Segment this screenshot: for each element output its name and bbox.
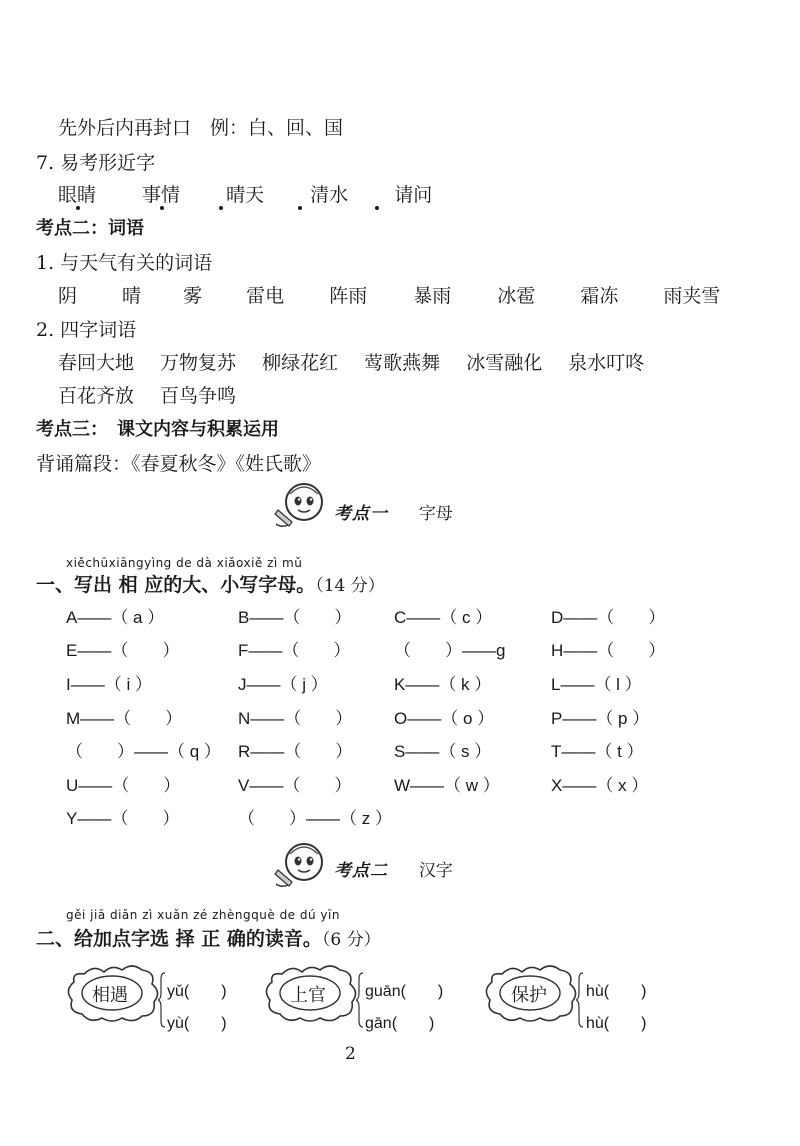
emphasis-dot — [219, 206, 223, 210]
letter-pair[interactable]: I——（ i ） — [66, 675, 152, 694]
emphasis-dot — [375, 206, 379, 210]
brace — [576, 972, 584, 1028]
stroke-rule-line: 先外后内再封口 例：白、回、国 — [58, 117, 344, 139]
letter-pair[interactable]: T——（ t ） — [551, 742, 644, 761]
pinyin-option[interactable]: hù( ) — [586, 983, 647, 1000]
banner-title: 汉字 — [418, 861, 453, 881]
flower-word: 相遇 — [92, 985, 128, 1006]
word: 冰雹 — [497, 285, 536, 307]
item7-title: 7. 易考形近字 — [36, 152, 156, 174]
mascot-icon — [272, 840, 328, 890]
four-char-words-row1 — [58, 348, 644, 375]
word: 晴天 — [226, 184, 265, 206]
banner-tag: 考点二 — [334, 861, 388, 881]
letter-pair[interactable]: E——（ ） — [66, 641, 180, 660]
four-char-words-row2 — [58, 381, 236, 408]
question2-title: 二、给加点字选 择 正 确的读音。（6 分） — [36, 928, 381, 950]
emphasis-dot — [76, 206, 80, 210]
letter-pair[interactable]: （ ）——（ q ） — [66, 742, 221, 761]
word: 万物复苏 — [160, 352, 237, 374]
word: 春回大地 — [58, 352, 135, 374]
word: 眼睛 — [58, 184, 97, 206]
letter-pair[interactable]: V——（ ） — [238, 776, 352, 795]
word: 事情 — [142, 184, 181, 206]
pinyin-option[interactable]: yù( ) — [167, 1015, 227, 1032]
word: 晴 — [122, 285, 142, 307]
emphasis-dot — [160, 206, 164, 210]
page-number: 2 — [345, 1044, 356, 1064]
letter-pair[interactable]: L——（ l ） — [551, 675, 642, 694]
banner-characters — [334, 856, 453, 881]
pinyin-option[interactable]: guān( ) — [365, 983, 444, 1000]
letter-pair[interactable]: X——（ x ） — [551, 776, 649, 795]
mascot-icon — [272, 480, 328, 530]
question1-score: （14 分） — [315, 576, 385, 596]
brace — [158, 972, 166, 1028]
word: 雾 — [183, 285, 203, 307]
word: 雨夹雪 — [663, 285, 721, 307]
word: 百鸟争鸣 — [160, 385, 237, 407]
section3-heading: 考点三： 课文内容与积累运用 — [36, 419, 279, 440]
word: 泉水叮咚 — [568, 352, 645, 374]
question1-title: 一、写出 相 应的大、小写字母。（14 分） — [36, 574, 385, 596]
letter-pair[interactable]: F——（ ） — [238, 641, 351, 660]
letter-pair[interactable]: W——（ w ） — [394, 776, 500, 795]
word: 暴雨 — [413, 285, 452, 307]
brace — [356, 972, 364, 1028]
letter-pair[interactable]: A——（ a ） — [66, 608, 165, 627]
letter-pair[interactable]: J——（ j ） — [238, 675, 328, 694]
weather-words-title: 1. 与天气有关的词语 — [36, 252, 213, 274]
banner-title: 字母 — [418, 504, 453, 524]
letter-pair[interactable]: B——（ ） — [238, 608, 352, 627]
similar-words-row — [58, 180, 472, 207]
word: 霜冻 — [580, 285, 619, 307]
letter-pair[interactable]: P——（ p ） — [551, 709, 650, 728]
question1-pinyin: xiěchūxiāngyìng de dà xiǎoxiě zì mǔ — [66, 556, 303, 570]
question2-score: （6 分） — [321, 930, 381, 950]
word: 柳绿花红 — [262, 352, 339, 374]
letter-pair[interactable]: R——（ ） — [238, 742, 353, 761]
pinyin-option[interactable]: hù( ) — [586, 1015, 647, 1032]
letter-pair[interactable]: O——（ o ） — [394, 709, 495, 728]
word: 冰雪融化 — [466, 352, 543, 374]
recite-line: 背诵篇段：《春夏秋冬》《姓氏歌》 — [36, 453, 322, 475]
letter-pair[interactable]: C——（ c ） — [394, 608, 493, 627]
word: 清水 — [310, 184, 349, 206]
banner-tag: 考点一 — [334, 504, 388, 524]
pinyin-option[interactable]: yǔ( ) — [167, 983, 227, 1000]
letter-pair[interactable]: K——（ k ） — [394, 675, 492, 694]
letter-pair[interactable]: （ ）——g — [394, 641, 506, 660]
letter-pair[interactable]: D——（ ） — [551, 608, 666, 627]
question2-pinyin: gěi jiā diǎn zì xuǎn zé zhèngquè de dú yīn — [66, 908, 340, 922]
banner-letters — [334, 499, 453, 524]
word: 雷电 — [246, 285, 285, 307]
pinyin-option[interactable]: gān( ) — [365, 1015, 435, 1032]
section2-heading: 考点二：词语 — [36, 218, 144, 239]
letter-pair[interactable]: H——（ ） — [551, 641, 666, 660]
letter-pair[interactable]: （ ）——（ z ） — [238, 809, 392, 828]
word: 阵雨 — [329, 285, 368, 307]
letter-pair[interactable]: U——（ ） — [66, 776, 181, 795]
word: 百花齐放 — [58, 385, 135, 407]
word: 阴 — [58, 285, 78, 307]
letter-pair[interactable]: S——（ s ） — [394, 742, 492, 761]
flower-word: 上官 — [290, 985, 326, 1006]
weather-words-row — [58, 281, 720, 308]
letter-pair[interactable]: N——（ ） — [238, 709, 353, 728]
word: 莺歌燕舞 — [364, 352, 441, 374]
four-char-words-title: 2. 四字词语 — [36, 319, 137, 341]
letter-pair[interactable]: Y——（ ） — [66, 809, 180, 828]
emphasis-dot — [298, 206, 302, 210]
word: 请问 — [394, 184, 433, 206]
flower-word: 保护 — [511, 985, 547, 1006]
letter-pair[interactable]: M——（ ） — [66, 709, 183, 728]
